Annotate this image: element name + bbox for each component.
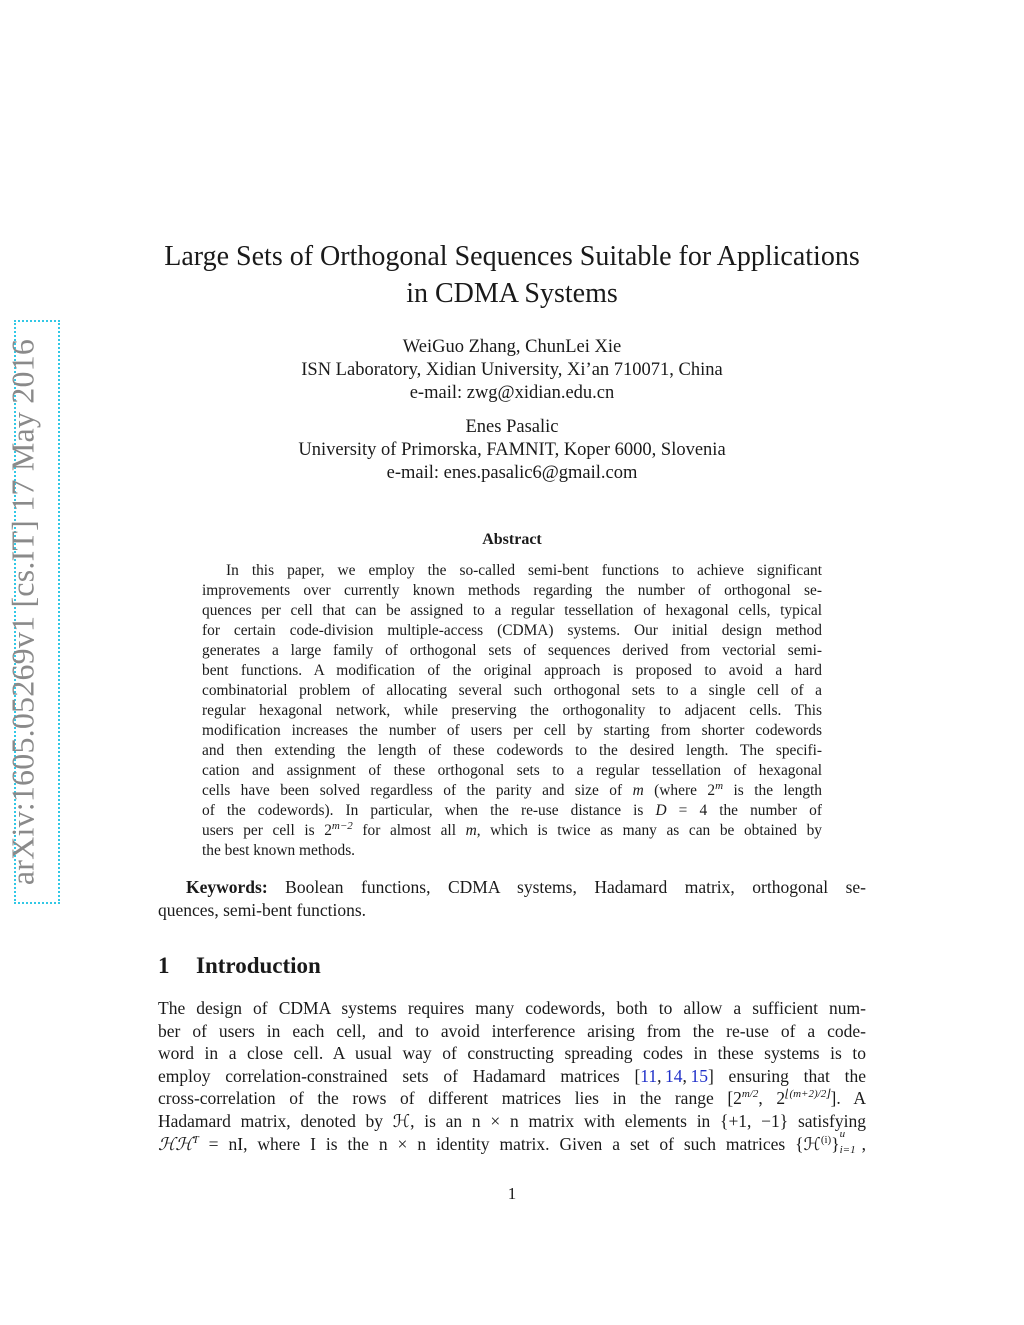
abstract-body — [202, 561, 822, 861]
abstract-line-math: of the codewords). In particular, when the re-use distance is D = 4 the number of — [202, 802, 823, 819]
keywords-text: quences, semi-bent functions. — [158, 900, 367, 920]
intro-line-math: ℋℋ$^T$ = nI, where I is the n × n identity matrix. Given a set of such matrices {ℋ$^{(i)}$} u i=1 , — [158, 1127, 866, 1156]
author-block-1 — [140, 336, 884, 405]
arxiv-stamp: arXiv:1605.05269v1 [cs.IT] 17 May 2016 — [4, 338, 41, 886]
abstract-line: generates a large family of orthogonal sets of sequences derived from vectorial semi- — [202, 642, 822, 659]
abstract-line: bent functions. A modification of the original approach is proposed to avoid a hard — [202, 662, 822, 679]
abstract-heading: Abstract — [482, 531, 542, 548]
section-number: 1 — [158, 953, 170, 978]
intro-line: word in a close cell. A usual way of constructing spreading codes in these systems is to — [158, 1043, 866, 1064]
intro-line: ber of users in each cell, and to avoid interference arising from the re-use of a code- — [158, 1020, 866, 1041]
abstract-line-math: users per cell is $2^{m-2}$ for almost all m, which is twice as many as can be obtained by — [202, 819, 822, 839]
section-heading — [158, 951, 321, 981]
abstract-line: cation and assignment of these orthogonal sets to a regular tessellation of hexagonal — [202, 762, 822, 779]
page-number: 1 — [507, 1184, 517, 1203]
abstract-line: for certain code-division multiple-access (CDMA) systems. Our initial design method — [202, 622, 822, 639]
author-affiliation: University of Primorska, FAMNIT, Koper 6000, Slovenia — [298, 440, 726, 460]
paper-title — [140, 238, 884, 312]
author-names: Enes Pasalic — [465, 417, 559, 437]
abstract-line: modification increases the number of users per cell by starting from shorter codewords — [202, 722, 822, 739]
intro-line: Hadamard matrix, denoted by ℋ, is an n × n matrix with elements in {+1, −1} satisfying — [158, 1110, 866, 1131]
keywords-text: Boolean functions, CDMA systems, Hadamard matrix, orthogonal se- — [285, 877, 867, 897]
intro-line-math: cross-correlation of the rows of different matrices lies in the range [$2^{m/2}$, $2^{⌊(m+2)/2⌋}$]. A — [158, 1088, 866, 1109]
citation-link[interactable]: 14 — [665, 1065, 683, 1086]
title-line-2: in CDMA Systems — [406, 278, 618, 309]
abstract-line: combinatorial problem of allocating several such orthogonal sets to a single cell of a — [202, 682, 822, 699]
citation-link[interactable]: 15 — [690, 1065, 708, 1086]
introduction-paragraph — [158, 997, 866, 1155]
citation-link[interactable]: 11 — [640, 1065, 658, 1086]
abstract-line: improvements over currently known methods regarding the number of orthogonal se- — [202, 582, 822, 599]
keywords-label: Keywords: — [186, 877, 268, 897]
title-line-1: Large Sets of Orthogonal Sequences Suitable for Applications — [164, 241, 860, 272]
abstract-line: regular hexagonal network, while preserving the orthogonality to adjacent cells. This — [202, 702, 822, 719]
intro-line-citations: employ correlation-constrained sets of Hadamard matrices [11, 14, 15] ensuring that the — [158, 1065, 867, 1086]
abstract-line: In this paper, we employ the so-called semi-bent functions to achieve significant — [226, 562, 822, 579]
author-email: e-mail: zwg@xidian.edu.cn — [409, 383, 615, 403]
author-names: WeiGuo Zhang, ChunLei Xie — [402, 337, 622, 357]
abstract-line: the best known methods. — [202, 842, 356, 859]
intro-line: The design of CDMA systems requires many codewords, both to allow a sufficient num- — [158, 998, 866, 1018]
abstract-line-math: cells have been solved regardless of the parity and size of m (where 2$^m$ is the length — [202, 779, 822, 799]
author-email: e-mail: enes.pasalic6@gmail.com — [386, 463, 638, 483]
section-title: Introduction — [196, 953, 321, 978]
author-affiliation: ISN Laboratory, Xidian University, Xi’an 710071, China — [301, 360, 723, 380]
abstract-line: and then extending the length of these codewords to the desired length. The specifi- — [202, 742, 822, 759]
keywords — [158, 876, 866, 922]
abstract-line: quences per cell that can be assigned to a regular tessellation of hexagonal cells, typical — [202, 602, 822, 619]
author-block-2 — [140, 416, 884, 485]
